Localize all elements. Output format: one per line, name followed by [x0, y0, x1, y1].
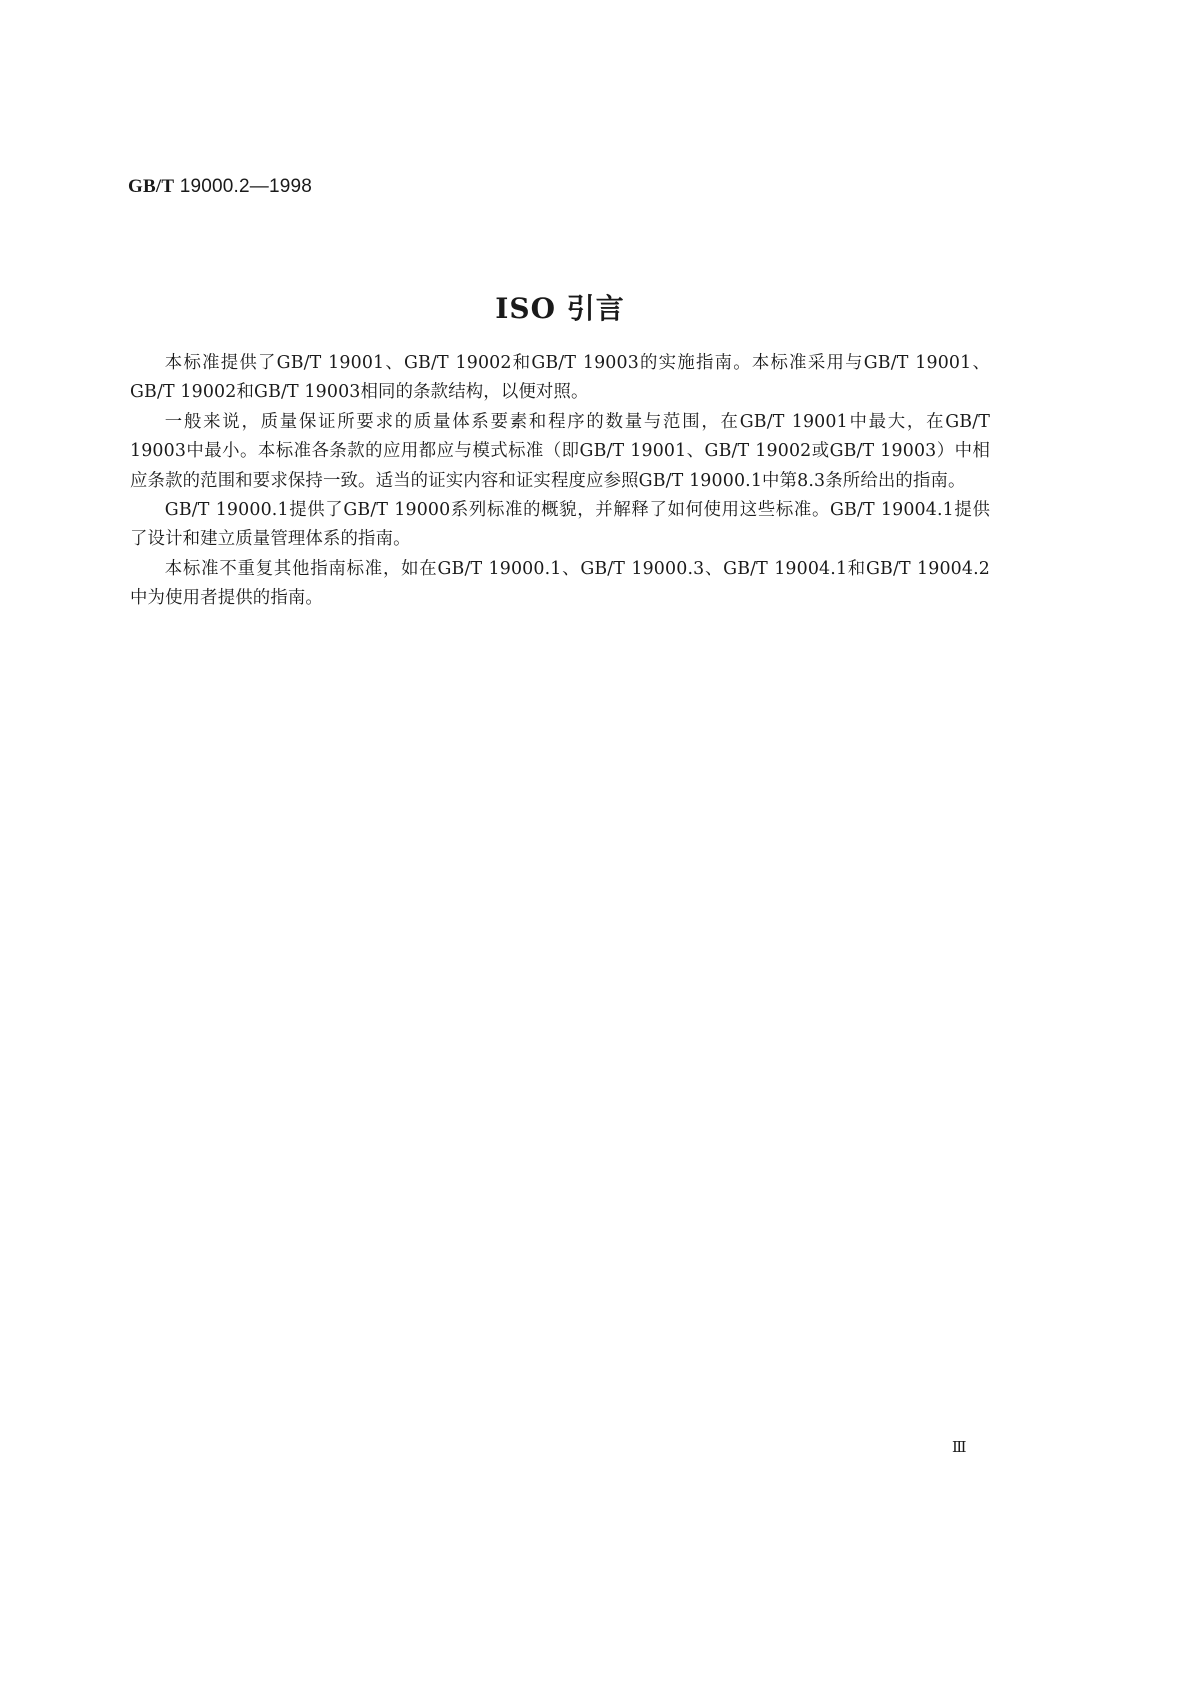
- section-title: ISO 引言: [495, 292, 625, 325]
- document-header: [128, 176, 312, 198]
- standard-number: 19000.2—1998: [179, 176, 313, 197]
- paragraph-2: 一般来说，质量保证所要求的质量体系要素和程序的数量与范围，在GB/T 19001中最大，在GB/T 19003中最小。本标准各条款的应用都应与模式标准（即GB/T 19001、GB/T 19002或GB/T 19003）中相应条款的范围和要求保持一致。适当的证实内容和证实程度应参照GB/T 19000.1中第8.3条所给出的指南。: [130, 411, 990, 491]
- page-number: Ⅲ: [952, 1438, 967, 1456]
- paragraph-1: 本标准提供了GB/T 19001、GB/T 19002和GB/T 19003的实施指南。本标准采用与GB/T 19001、GB/T 19002和GB/T 19003相同的条款结构，以便对照。: [130, 353, 990, 403]
- body-text: [130, 349, 990, 614]
- standard-code: GB/T: [128, 176, 175, 197]
- paragraph-4: 本标准不重复其他指南标准，如在GB/T 19000.1、GB/T 19000.3、GB/T 19004.1和GB/T 19004.2中为使用者提供的指南。: [130, 558, 990, 609]
- paragraph-3: GB/T 19000.1提供了GB/T 19000系列标准的概貌，并解释了如何使用这些标准。GB/T 19004.1提供了设计和建立质量管理体系的指南。: [130, 500, 990, 550]
